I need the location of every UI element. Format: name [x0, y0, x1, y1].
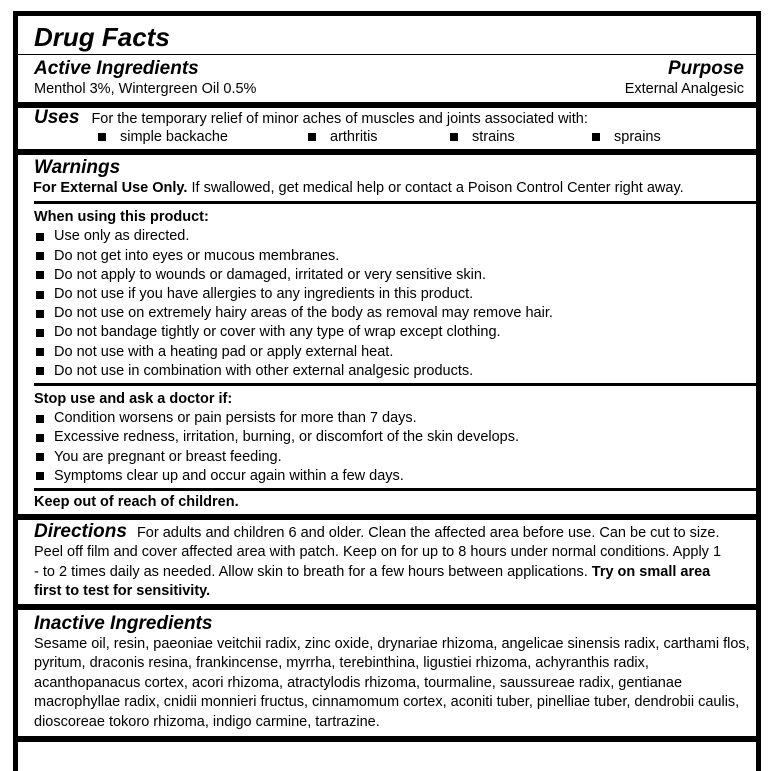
list-item: Do not use in combination with other external analgesic products.: [34, 362, 748, 381]
bullet-square-icon: [36, 310, 44, 318]
list-item: Do not use with a heating pad or apply external heat.: [34, 343, 748, 362]
divider: [18, 54, 756, 55]
active-ingredients-heading: Active Ingredients: [34, 58, 199, 79]
bullet-square-icon: [36, 291, 44, 299]
bullet-square-icon: [36, 348, 44, 356]
list-item: Excessive redness, irritation, burning, or discomfort of the skin develops.: [34, 428, 748, 447]
drug-facts-label: [13, 11, 761, 771]
uses-item: arthritis: [308, 128, 450, 146]
list-item: Do not bandage tightly or cover with any type of wrap except clothing.: [34, 323, 748, 342]
inactive-ingredients-heading: Inactive Ingredients: [34, 613, 213, 635]
list-item: Do not get into eyes or mucous membranes.: [34, 247, 748, 266]
inactive-ingredients-text: Sesame oil, resin, paeoniae veitchii radix, zinc oxide, drynariae rhizoma, angelicae sinensis radix, carthami flos, pyritum, draconis resina, frankincense, myrrha, terebinthina, ligustiei rhizoma, achyranthis radix, acanthopanacus cortex, acori rhizoma, atractylodis rhizoma, tourmaline, saussureae radix, gentianae macrophyllae radix, cnidii monnieri fructus, cinnamomum cortex, aconiti tuber, pinelliae tuber, dendrobii caulis, dioscoreae tokoro rhizoma, indigo carmine, tartrazine.: [34, 636, 750, 730]
list-item: Do not use if you have allergies to any ingredients in this product.: [34, 285, 748, 304]
when-using-list: [34, 227, 748, 381]
list-item: You are pregnant or breast feeding.: [34, 448, 748, 467]
uses-list: [98, 128, 748, 146]
list-item: Symptoms clear up and occur again within a few days.: [34, 467, 748, 486]
external-use-text: If swallowed, get medical help or contact a Poison Control Center right away.: [191, 180, 684, 196]
uses-heading: Uses: [34, 107, 80, 128]
bullet-square-icon: [36, 453, 44, 461]
uses-item: sprains: [592, 128, 661, 146]
list-item: Condition worsens or pain persists for more than 7 days.: [34, 409, 748, 428]
directions-bold-text: Try on small area first to test for sensitivity.: [34, 563, 711, 599]
bullet-square-icon: [36, 233, 44, 241]
bullet-square-icon: [36, 367, 44, 375]
purpose-text: External Analgesic: [624, 81, 744, 97]
bullet-square-icon: [36, 472, 44, 480]
directions-text: For adults and children 6 and older. Clean the affected area before use. Can be cut to size. Peel off film and cover affected area with patch. Keep on for up to 8 hours under normal conditions. Apply 1 - to 2 times daily as needed. Allow skin to breath for a few hours between applications.: [34, 525, 722, 580]
bullet-square-icon: [36, 252, 44, 260]
label-title: Drug Facts: [34, 22, 170, 52]
uses-item: simple backache: [98, 128, 308, 146]
keep-out-text: Keep out of reach of children.: [34, 494, 239, 511]
stop-use-heading: Stop use and ask a doctor if:: [34, 391, 233, 408]
bullet-square-icon: [36, 329, 44, 337]
bullet-square-icon: [36, 434, 44, 442]
directions-heading: Directions: [34, 521, 127, 543]
external-use-bold: For External Use Only.: [33, 180, 188, 196]
list-item: Do not apply to wounds or damaged, irritated or very sensitive skin.: [34, 266, 748, 285]
bullet-square-icon: [308, 133, 316, 141]
uses-intro: For the temporary relief of minor aches of muscles and joints associated with:: [91, 111, 588, 127]
list-item: Do not use on extremely hairy areas of the body as removal may remove hair.: [34, 304, 748, 323]
uses-item: strains: [450, 128, 592, 146]
stop-use-list: [34, 409, 748, 486]
divider: [18, 736, 756, 742]
when-using-heading: When using this product:: [34, 209, 209, 226]
warnings-heading: Warnings: [34, 157, 121, 178]
bullet-square-icon: [592, 133, 600, 141]
list-item: Use only as directed.: [34, 227, 748, 246]
bullet-square-icon: [36, 415, 44, 423]
bullet-square-icon: [36, 271, 44, 279]
bullet-square-icon: [98, 133, 106, 141]
purpose-heading: Purpose: [667, 58, 744, 79]
bullet-square-icon: [450, 133, 458, 141]
active-ingredients-text: Menthol 3%, Wintergreen Oil 0.5%: [34, 81, 257, 97]
